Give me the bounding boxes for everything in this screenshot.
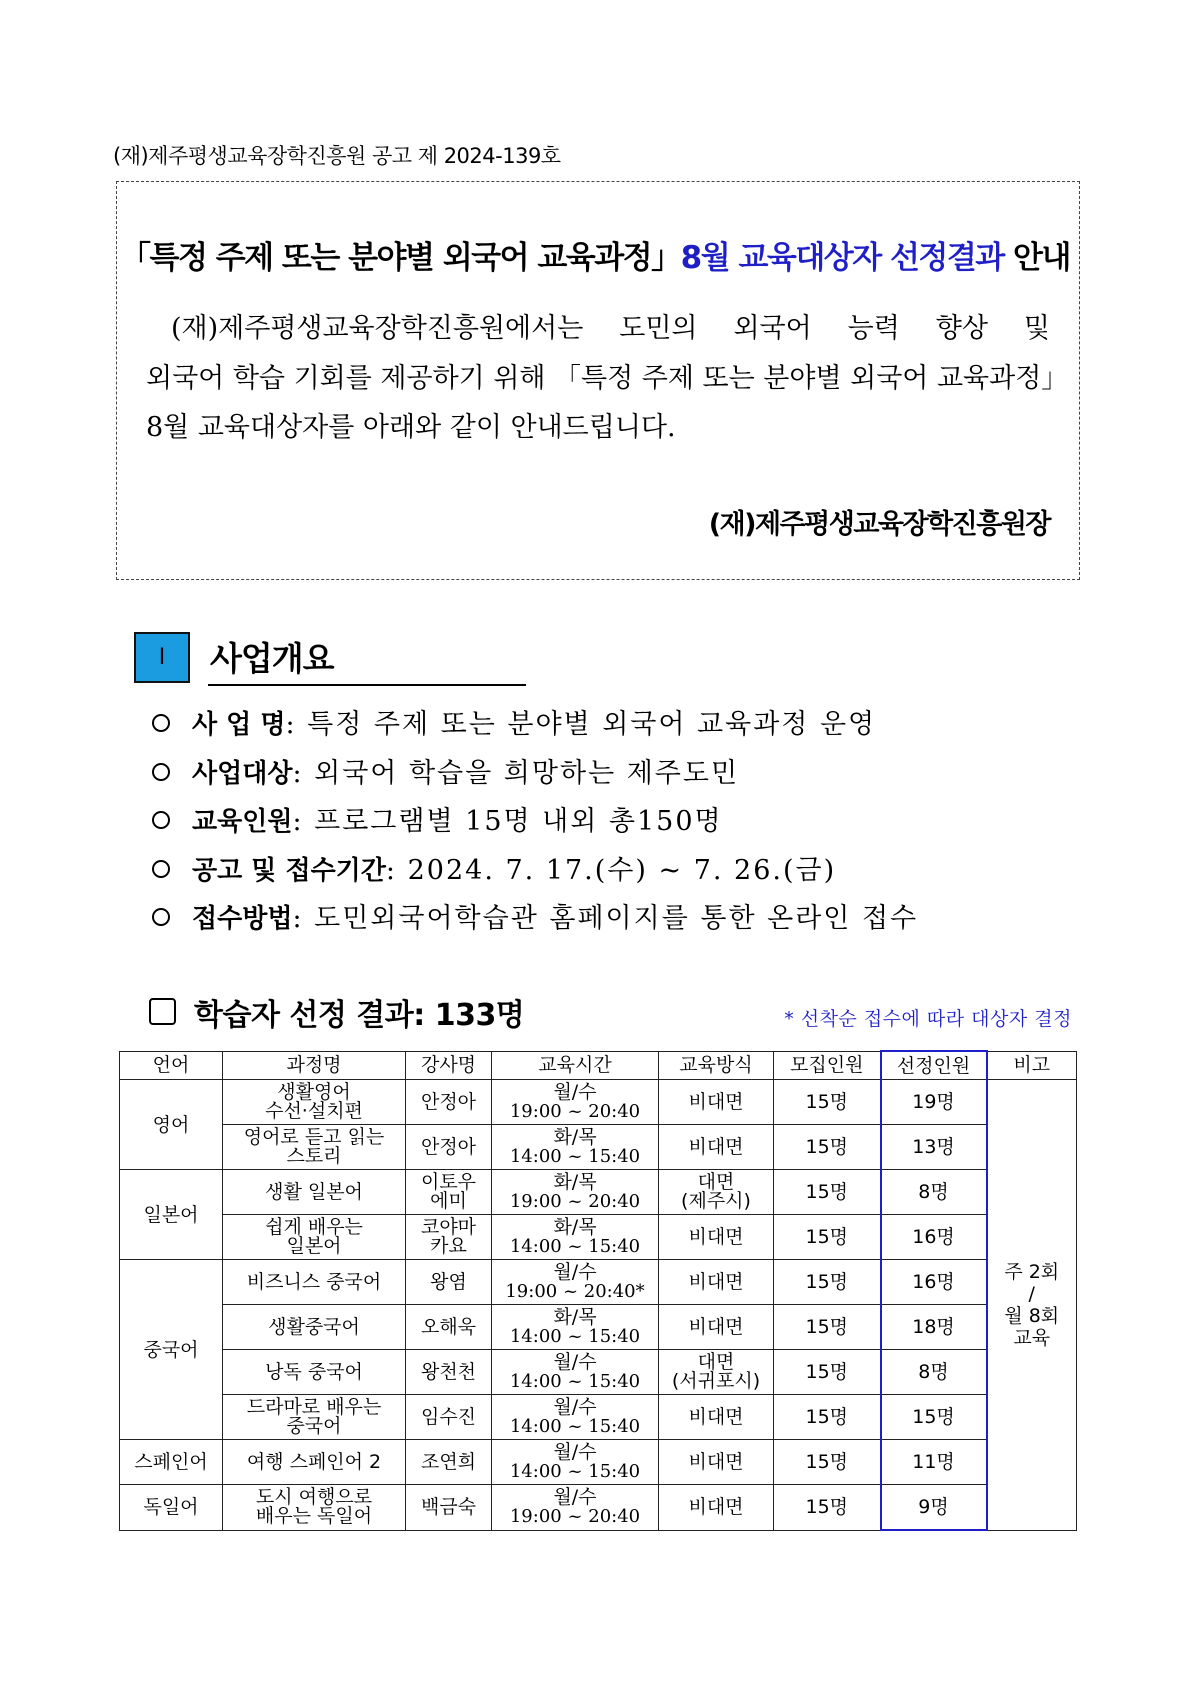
days-line: 화/목: [553, 1171, 597, 1193]
overview-value: : 도민외국어학습관 홈페이지를 통한 온라인 접수: [292, 903, 919, 934]
checkbox-square-icon: [149, 998, 176, 1025]
time-cell: [492, 1350, 659, 1395]
method-cell: [659, 1170, 774, 1215]
header-time: 교육시간: [492, 1051, 659, 1080]
hours-line: 19:00 ~ 20:40: [509, 1101, 641, 1122]
table-header-row: [120, 1051, 1077, 1080]
teacher-cell: [406, 1395, 492, 1440]
course-cell: [223, 1305, 406, 1350]
course-line: 쉽게 배우는: [265, 1216, 363, 1238]
method-cell: [659, 1485, 774, 1531]
teacher-line: 카요: [430, 1235, 467, 1257]
header-quota: 모집인원: [774, 1051, 881, 1080]
selected-cell: 8명: [881, 1170, 987, 1215]
title-course-name: 「특정 주제 또는 분야별 외국어 교육과정」: [120, 240, 681, 276]
hours-line: 14:00 ~ 15:40: [509, 1326, 641, 1347]
results-title: 학습자 선정 결과: 133명: [194, 998, 525, 1033]
language-cell: 스페인어: [120, 1440, 223, 1485]
hours-line: 19:00 ~ 20:40: [509, 1506, 641, 1528]
quota-cell: 15명: [774, 1260, 881, 1305]
method-cell: [659, 1260, 774, 1305]
selected-cell: 8명: [881, 1350, 987, 1395]
notice-number: (재)제주평생교육장학진흥원 공고 제 2024-139호: [113, 144, 561, 168]
teacher-line: 안정아: [420, 1135, 477, 1158]
course-cell: [223, 1260, 406, 1305]
course-cell: [223, 1125, 406, 1170]
overview-term: 접수방법: [192, 904, 293, 934]
teacher-line: 조연희: [420, 1450, 477, 1473]
teacher-line: 임수진: [420, 1405, 477, 1428]
teacher-line: 왕천천: [420, 1360, 477, 1383]
hours-line: 14:00 ~ 15:40: [509, 1416, 641, 1437]
language-cell: 일본어: [120, 1170, 223, 1260]
overview-item: [152, 751, 918, 800]
circle-bullet-icon: [152, 714, 170, 732]
announcement-title: [0, 232, 1190, 277]
teacher-cell: [406, 1485, 492, 1531]
time-cell: [492, 1305, 659, 1350]
language-cell: 중국어: [120, 1260, 223, 1440]
language-cell: 독일어: [120, 1485, 223, 1531]
remark-line: /: [1028, 1282, 1035, 1305]
course-line: 드라마로 배우는: [246, 1396, 382, 1418]
header-selected: 선정인원: [881, 1051, 987, 1080]
circle-bullet-icon: [152, 811, 170, 829]
time-cell: [492, 1215, 659, 1260]
time-cell: [492, 1080, 659, 1125]
selected-cell: 16명: [881, 1260, 987, 1305]
quota-cell: 15명: [774, 1305, 881, 1350]
header-method: 교육방식: [659, 1051, 774, 1080]
teacher-line: 코야마: [420, 1216, 477, 1238]
days-line: 월/수: [553, 1396, 597, 1418]
table-row: [120, 1350, 1077, 1395]
days-line: 월/수: [553, 1486, 597, 1509]
course-line: 생활 일본어: [265, 1180, 363, 1203]
time-cell: [492, 1260, 659, 1305]
days-line: 화/목: [553, 1126, 597, 1148]
announcement-body-line: 8월 교육대상자를 아래와 같이 안내드립니다.: [146, 412, 676, 443]
quota-cell: 15명: [774, 1080, 881, 1125]
quota-cell: 15명: [774, 1125, 881, 1170]
days-line: 월/수: [553, 1351, 597, 1373]
announcement-body-line: 외국어 학습 기회를 제공하기 위해 「특정 주제 또는 분야별 외국어 교육과정」: [146, 363, 1069, 394]
overview-value: : 외국어 학습을 희망하는 제주도민: [292, 757, 740, 789]
course-cell: [223, 1395, 406, 1440]
section-title: 사업개요: [210, 639, 334, 678]
method-line: 대면: [697, 1171, 735, 1193]
overview-item: [152, 896, 918, 945]
table-row: [120, 1215, 1077, 1260]
method-cell: [659, 1350, 774, 1395]
selected-cell: 15명: [881, 1395, 987, 1440]
selected-cell: 16명: [881, 1215, 987, 1260]
course-line: 일본어: [286, 1235, 342, 1257]
overview-value: : 프로그램별 15명 내외 총150명: [292, 806, 723, 837]
header-language: 언어: [120, 1051, 223, 1080]
time-cell: [492, 1440, 659, 1485]
days-line: 월/수: [553, 1441, 597, 1463]
teacher-cell: [406, 1440, 492, 1485]
language-cell: 영어: [120, 1080, 223, 1170]
title-highlight: 8월 교육대상자 선정결과: [680, 240, 1004, 276]
quota-cell: 15명: [774, 1440, 881, 1485]
time-cell: [492, 1170, 659, 1215]
course-cell: [223, 1440, 406, 1485]
selected-cell: 19명: [881, 1080, 987, 1125]
course-line: 도시 여행으로: [255, 1486, 373, 1509]
selected-cell: 11명: [881, 1440, 987, 1485]
course-line: 여행 스페인어 2: [246, 1450, 382, 1473]
hours-line: 19:00 ~ 20:40*: [505, 1281, 645, 1302]
quota-cell: 15명: [774, 1485, 881, 1531]
course-line: 영어로 듣고 읽는: [243, 1126, 385, 1148]
table-row: [120, 1440, 1077, 1485]
method-line: 비대면: [688, 1405, 744, 1428]
teacher-cell: [406, 1260, 492, 1305]
overview-value: : 특정 주제 또는 분야별 외국어 교육과정 운영: [285, 709, 877, 740]
method-cell: [659, 1215, 774, 1260]
teacher-line: 에미: [430, 1190, 467, 1212]
overview-term: 사 업 명: [192, 710, 286, 740]
teacher-cell: [406, 1350, 492, 1395]
days-line: 월/수: [553, 1081, 597, 1103]
table-row: [120, 1395, 1077, 1440]
circle-bullet-icon: [152, 860, 170, 878]
method-line: 비대면: [688, 1495, 744, 1518]
table-row: [120, 1260, 1077, 1305]
teacher-line: 오해욱: [420, 1315, 477, 1338]
method-line: 비대면: [688, 1225, 744, 1248]
header-remark: 비고: [987, 1051, 1077, 1080]
course-line: 생활영어: [277, 1081, 351, 1103]
course-line: 중국어: [286, 1415, 342, 1437]
teacher-cell: [406, 1125, 492, 1170]
selected-cell: 18명: [881, 1305, 987, 1350]
method-line: (제주시): [681, 1190, 751, 1212]
quota-cell: 15명: [774, 1350, 881, 1395]
table-row: [120, 1485, 1077, 1531]
course-cell: [223, 1485, 406, 1531]
course-line: 배우는 독일어: [255, 1505, 373, 1528]
course-line: 수선·설치편: [265, 1100, 363, 1122]
overview-item: [152, 799, 918, 848]
overview-item: [152, 702, 918, 751]
days-line: 화/목: [553, 1216, 597, 1238]
table-row: [120, 1080, 1077, 1125]
hours-line: 14:00 ~ 15:40: [509, 1146, 641, 1167]
selected-cell: 13명: [881, 1125, 987, 1170]
hours-line: 14:00 ~ 15:40: [509, 1371, 641, 1392]
overview-term: 공고 및 접수기간: [192, 855, 386, 886]
quota-cell: 15명: [774, 1215, 881, 1260]
selected-cell: 9명: [881, 1485, 987, 1531]
method-line: 비대면: [688, 1090, 744, 1113]
remark-cell: [987, 1080, 1077, 1531]
days-line: 화/목: [553, 1306, 597, 1328]
teacher-cell: [406, 1215, 492, 1260]
table-row: [120, 1125, 1077, 1170]
hours-line: 14:00 ~ 15:40: [509, 1461, 641, 1482]
overview-term: 교육인원: [192, 807, 293, 837]
table-row: [120, 1170, 1077, 1215]
announcement-body-line: (재)제주평생교육장학진흥원에서는 도민의 외국어 능력 향상 및: [171, 313, 1050, 344]
course-cell: [223, 1080, 406, 1125]
overview-term: 사업대상: [192, 758, 293, 789]
quota-cell: 15명: [774, 1395, 881, 1440]
time-cell: [492, 1395, 659, 1440]
remark-line: 월 8회: [1004, 1304, 1060, 1327]
overview-value: : 2024. 7. 17.(수) ~ 7. 26.(금): [385, 854, 837, 886]
method-cell: [659, 1305, 774, 1350]
course-cell: [223, 1215, 406, 1260]
circle-bullet-icon: [152, 763, 170, 781]
method-line: 비대면: [688, 1315, 744, 1338]
teacher-line: 안정아: [420, 1090, 477, 1113]
teacher-cell: [406, 1080, 492, 1125]
method-cell: [659, 1440, 774, 1485]
title-suffix: 안내: [1003, 240, 1070, 276]
method-line: 비대면: [688, 1450, 744, 1473]
results-note: * 선착순 접수에 따라 대상자 결정: [784, 1008, 1072, 1030]
teacher-line: 왕염: [430, 1270, 467, 1293]
signer: (재)제주평생교육장학진흥원장: [708, 509, 1050, 540]
overview-item: [152, 848, 918, 897]
course-line: 낭독 중국어: [265, 1360, 363, 1383]
header-course: 과정명: [223, 1051, 406, 1080]
method-line: 대면: [697, 1351, 735, 1373]
method-cell: [659, 1395, 774, 1440]
results-table: [119, 1050, 1077, 1531]
course-line: 비즈니스 중국어: [246, 1270, 382, 1293]
header-teacher: 강사명: [406, 1051, 492, 1080]
course-cell: [223, 1170, 406, 1215]
section-title-underline: [208, 684, 526, 686]
method-cell: [659, 1080, 774, 1125]
method-line: 비대면: [688, 1135, 744, 1158]
table-row: [120, 1305, 1077, 1350]
hours-line: 19:00 ~ 20:40: [509, 1191, 641, 1212]
teacher-line: 이토우: [420, 1171, 477, 1193]
remark-line: 교육: [1013, 1326, 1051, 1349]
method-cell: [659, 1125, 774, 1170]
course-line: 스토리: [286, 1145, 342, 1167]
teacher-cell: [406, 1305, 492, 1350]
course-line: 생활중국어: [268, 1315, 360, 1338]
hours-line: 14:00 ~ 15:40: [509, 1236, 641, 1257]
section-number-badge: Ⅰ: [134, 632, 190, 683]
course-cell: [223, 1350, 406, 1395]
days-line: 월/수: [553, 1261, 597, 1283]
teacher-cell: [406, 1170, 492, 1215]
method-line: 비대면: [688, 1270, 744, 1293]
time-cell: [492, 1125, 659, 1170]
teacher-line: 백금숙: [420, 1495, 477, 1518]
circle-bullet-icon: [152, 908, 170, 926]
method-line: (서귀포시): [671, 1370, 761, 1392]
time-cell: [492, 1485, 659, 1531]
quota-cell: 15명: [774, 1170, 881, 1215]
remark-line: 주 2회: [1004, 1260, 1060, 1283]
overview-list: [152, 702, 918, 945]
